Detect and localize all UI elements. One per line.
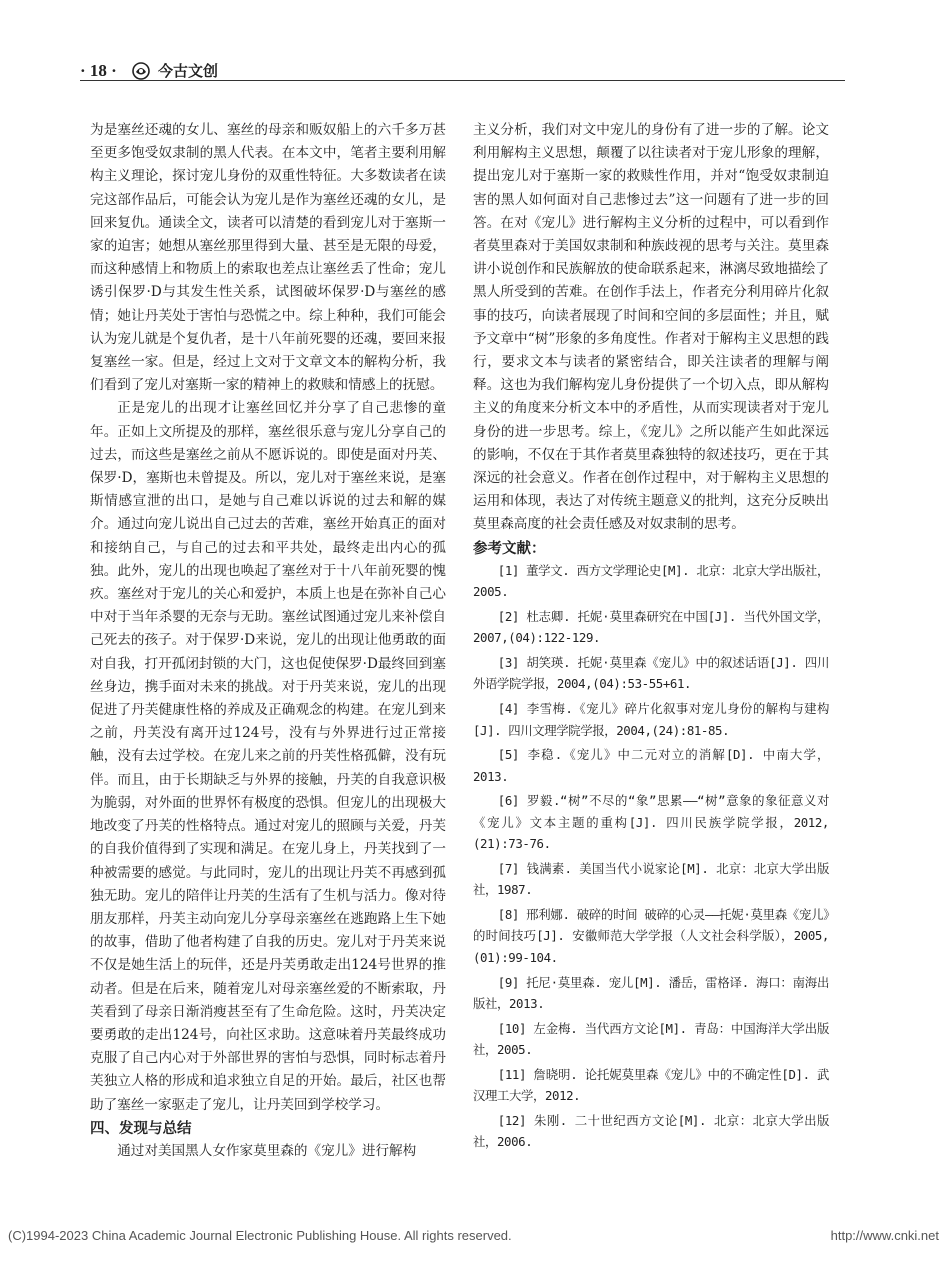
paragraph: 为是塞丝还魂的女儿、塞丝的母亲和贩奴船上的六千多万甚至更多饱受奴隶制的黑人代表。在本文中，笔者主要利用解构主义理论，探讨宠儿身份的双重性特征。大多数读者在读完这部作品后，可能会认为宠儿是作为塞丝还魂的女儿，是回来复仇。通读全文，读者可以清楚的看到宠儿对于塞斯一家的迫害；她想从塞丝那里得到大量、甚至是无限的母爱，而这种感情上和物质上的索取也差点让塞丝丢了性命；宠儿诱引保罗·D与其发生性关系，试图破坏保罗·D与塞丝的感情；她让丹芙处于害怕与恐慌之中。综上种种，我们可能会认为宠儿就是个复仇者，是十八年前死婴的还魂，要回来报复塞丝一家。但是，经过上文对于文章文本的解构分析，我们看到了宠儿对塞斯一家的精神上的救赎和情感上的抚慰。 [90,122,446,394]
reference-item: [4] 李雪梅.《宠儿》碎片化叙事对宠儿身份的解构与建构[J]. 四川文理学院学报，2004,(24):81-85. [473,701,829,738]
copyright-footer [8,1228,943,1243]
paragraph: 主义分析，我们对文中宠儿的身份有了进一步的了解。论文利用解构主义思想，颠覆了以往读者对于宠儿形象的理解，提出宠儿对于塞斯一家的救赎性作用，并对“饱受奴隶制迫害的黑人如何面对自己悲惨过去”这一问题有了进一步的回答。在对《宠儿》进行解构主义分析的过程中，可以看到作者莫里森对于美国奴隶制和种族歧视的思考与关注。莫里森讲小说创作和民族解放的使命联系起来，淋漓尽致地描绘了黑人所受到的苦难。在创作手法上，作者充分利用碎片化叙事的技巧，向读者展现了时间和空间的多层面性；并且，赋予文章中“树”形象的多角度性。作者对于解构主义思想的践行，要求文本与读者的紧密结合，即关注读者的理解与阐释。这也为我们解构宠儿身份提供了一个切入点，即从解构主义的角度来分析文本中的矛盾性，从而实现读者对于宠儿身份的进一步思考。综上，《宠儿》之所以能产生如此深远的影响，不仅在于其作者莫里森独特的叙述技巧，更在于其深远的社会意义。作者在创作过程中，对于解构主义思想的运用和体现，表达了对传统主题意义的批判，这充分反映出莫里森高度的社会责任感及对奴隶制的思考。 [473,122,829,533]
reference-item: [12] 朱刚. 二十世纪西方文论[M]. 北京：北京大学出版社，2006. [473,1112,829,1150]
reference-item: [9] 托尼·莫里森. 宠儿[M]. 潘岳，雷格译. 海口：南海出版社，2013. [473,974,829,1011]
reference-item: [10] 左金梅. 当代西方文论[M]. 青岛：中国海洋大学出版社，2005. [473,1020,829,1058]
header-rule [80,80,845,81]
reference-item: [1] 董学文. 西方文学理论史[M]. 北京：北京大学出版社，2005. [473,562,829,600]
paragraph: 正是宠儿的出现才让塞丝回忆并分享了自己悲惨的童年。正如上文所提及的那样，塞丝很乐意与宠儿分享自己的过去，而这些是塞丝之前从不愿诉说的。即使是面对丹芙、保罗·D，塞斯也未曾提及。所以，宠儿对于塞丝来说，是塞斯情感宣泄的出口，是她与自己难以诉说的过去和解的媒介。通过向宠儿说出自己过去的苦难，塞丝开始真正的面对和接纳自己，与自己的过去和平共处，最终走出内心的孤独。此外，宠儿的出现也唤起了塞丝对于十八年前死婴的愧疚。塞丝对于宠儿的关心和爱护，本质上也是在弥补自己心中对于当年杀婴的无奈与无助。塞丝试图通过宠儿来补偿自己死去的孩子。对于保罗·D来说，宠儿的出现让他勇敢的面对自我，打开孤闭封锁的大门，这也促使保罗·D最终回到塞丝身边，携手面对未来的挑战。对于丹芙来说，宠儿的出现促进了丹芙健康性格的养成及正确观念的构建。在宠儿到来之前，丹芙没有离开过124号，没有与外界进行过正常接触，没有去过学校。在宠儿来之前的丹芙性格孤僻，没有玩伴。而且，由于长期缺乏与外界的接触，丹芙的自我意识极为脆弱，对外面的世界怀有极度的恐惧。但宠儿的出现极大地改变了丹芙的性格特点。通过对宠儿的照顾与关爱，丹芙的自我价值得到了实现和满足。在宠儿身上，丹芙找到了一种被需要的感觉。与此同时，宠儿的出现让丹芙不再感到孤独无助。宠儿的陪伴让丹芙的生活有了生机与活力。像对待朋友那样，丹芙主动向宠儿分享母亲塞丝在逃跑路上生下她的故事，借助了他者构建了自我的历史。宠儿对于丹芙来说不仅是她生活上的玩伴，还是丹芙勇敢走出124号世界的推动者。但是在后来，随着宠儿对母亲塞丝爱的不断索取，丹芙看到了母亲日渐消瘦甚至有了生命危险。这时，丹芙决定要勇敢的走出124号，向社区求助。这意味着丹芙最终成功克服了自己内心对于外部世界的害怕与恐惧，同时标志着丹芙独立人格的形成和追求独立自足的开始。最后，社区也帮助了塞丝一家驱走了宠儿，让丹芙回到学校学习。 [90,400,446,1113]
section-heading: 四、发现与总结 [90,1119,192,1137]
right-column [473,119,829,1153]
left-column [90,119,446,1163]
references-heading: 参考文献： [473,539,546,557]
reference-item: [7] 钱满素. 美国当代小说家论[M]. 北京：北京大学出版社，1987. [473,860,829,898]
copyright-text: (C)1994-2023 China Academic Journal Electronic Publishing House. All rights reserved. [8,1228,512,1243]
reference-item: [11] 詹晓明. 论托妮莫里森《宠儿》中的不确定性[D]. 武汉理工大学，2012. [473,1066,829,1104]
reference-item: [6] 罗毅.“树”不尽的“象”思累——“树”意象的象征意义对《宠儿》文本主题的重构[J]. 四川民族学院学报，2012,(21):73-76. [473,793,829,852]
running-header [80,60,845,82]
journal-logo-icon [130,60,154,82]
reference-item: [2] 杜志卿. 托妮·莫里森研究在中国[J]. 当代外国文学，2007,(04):122-129. [473,608,829,646]
page-number: · 18 · [80,61,117,80]
paragraph: 通过对美国黑人女作家莫里森的《宠儿》进行解构 [117,1142,417,1159]
reference-item: [5] 李稳.《宠儿》中二元对立的消解[D]. 中南大学，2013. [473,747,829,784]
reference-list [473,560,829,1153]
reference-item: [8] 邢利娜. 破碎的时间 破碎的心灵——托妮·莫里森《宠儿》的时间技巧[J]. 安徽师范大学学报（人文社会科学版），2005,(01):99-104. [473,907,829,965]
footer-url: http://www.cnki.net [830,1228,939,1243]
journal-name: 今古文创 [158,62,219,80]
reference-item: [3] 胡笑瑛. 托妮·莫里森《宠儿》中的叙述话语[J]. 四川外语学院学报，2004,(04):53-55+61. [473,655,829,692]
